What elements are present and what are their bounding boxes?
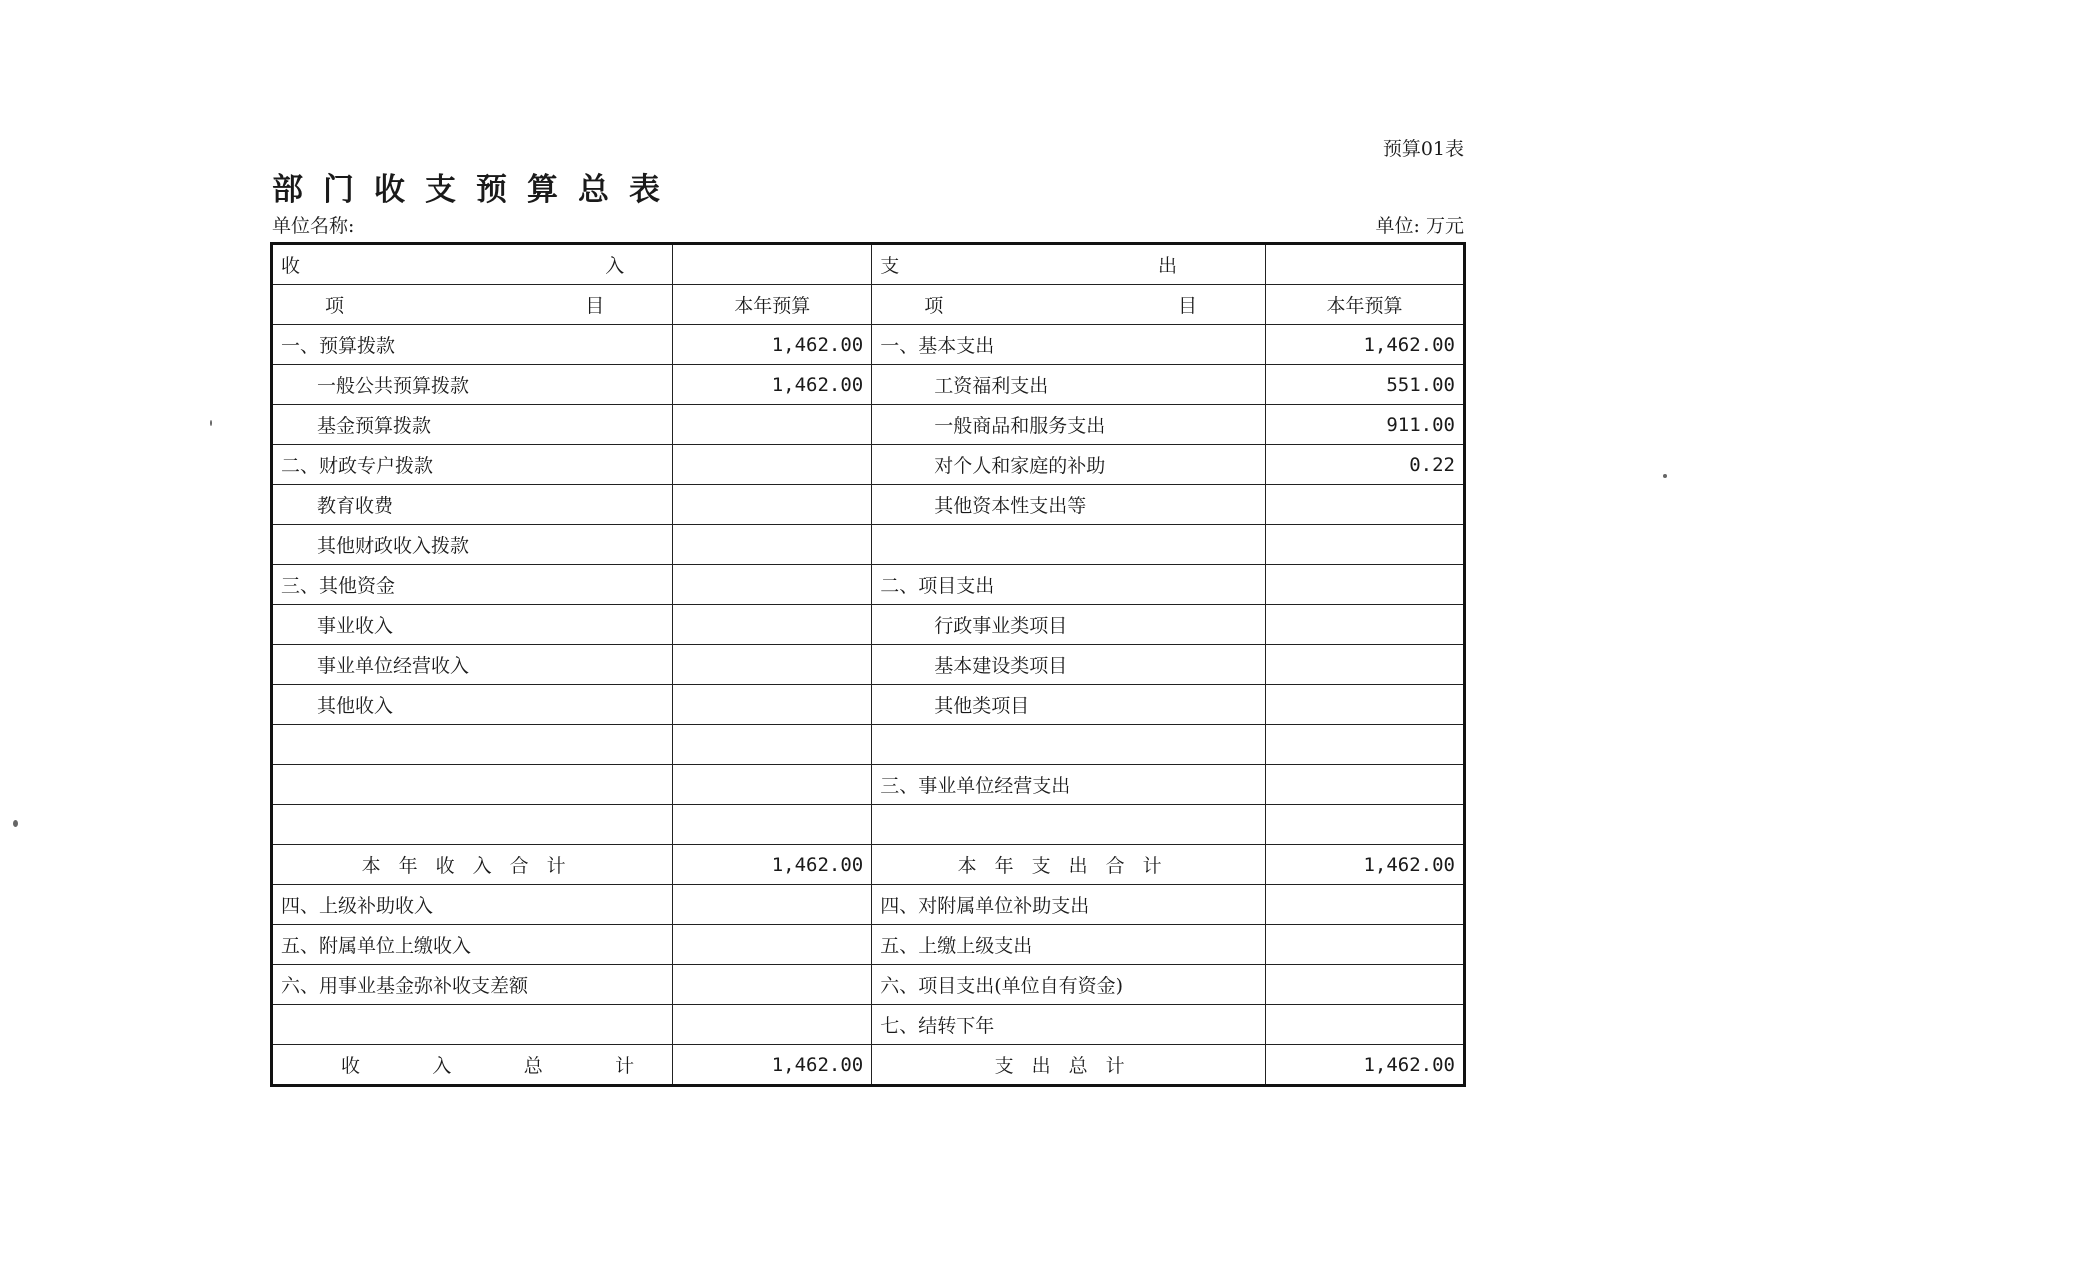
expense-value-cell	[1265, 805, 1464, 845]
income-value-cell	[673, 485, 872, 525]
header-row-section	[272, 244, 1465, 285]
expense-item-cell: 四、对附属单位补助支出	[872, 885, 1266, 925]
income-item-cell: 三、其他资金	[272, 565, 673, 605]
income-value-cell	[673, 445, 872, 485]
expense-subtotal-label: 本年支出合计	[872, 845, 1266, 885]
income-right-char: 入	[605, 255, 625, 277]
income-item-cell: 六、用事业基金弥补收支差额	[272, 965, 673, 1005]
income-item-cell	[272, 805, 673, 845]
expense-item-cell: 其他资本性支出等	[872, 485, 1266, 525]
expense-budget-header: 本年预算	[1265, 285, 1464, 325]
expense-item-cell	[872, 725, 1266, 765]
table-row	[272, 325, 1465, 365]
expense-item-cell: 一、基本支出	[872, 325, 1266, 365]
expense-item-cell	[872, 805, 1266, 845]
expense-value-cell	[1265, 765, 1464, 805]
table-row	[272, 365, 1465, 405]
table-row	[272, 565, 1465, 605]
income-total-char: 总	[523, 1055, 543, 1077]
expense-value-cell	[1265, 1005, 1464, 1045]
table-row	[272, 925, 1465, 965]
expense-value-cell	[1265, 925, 1464, 965]
expense-value-cell: 0.22	[1265, 445, 1464, 485]
expense-subtotal-value: 1,462.00	[1265, 845, 1464, 885]
scan-speck	[210, 420, 212, 426]
expense-item-cell: 其他类项目	[872, 685, 1266, 725]
expense-right-char: 出	[1157, 255, 1177, 277]
income-value-cell	[673, 765, 872, 805]
income-item-cell: 其他收入	[272, 685, 673, 725]
table-row	[272, 445, 1465, 485]
income-item-header	[272, 285, 673, 325]
scan-speck	[13, 820, 18, 827]
expense-item-header	[872, 285, 1266, 325]
income-subtotal-value: 1,462.00	[673, 845, 872, 885]
total-row	[272, 1045, 1465, 1086]
unit-name-label: 单位名称:	[272, 215, 355, 237]
subtotal-row	[272, 845, 1465, 885]
table-row	[272, 805, 1465, 845]
income-total-value: 1,462.00	[673, 1045, 872, 1086]
scan-speck	[1663, 474, 1667, 478]
income-value-cell	[673, 725, 872, 765]
expense-total-label: 支出总计	[872, 1045, 1266, 1086]
expense-value-cell	[1265, 725, 1464, 765]
income-item-cell: 其他财政收入拨款	[272, 525, 673, 565]
income-section-header	[272, 244, 673, 285]
item-char-right: 目	[1177, 295, 1197, 317]
table-row	[272, 685, 1465, 725]
expense-value-cell: 551.00	[1265, 365, 1464, 405]
item-char-right: 目	[585, 295, 605, 317]
income-value-cell	[673, 605, 872, 645]
expense-item-cell: 三、事业单位经营支出	[872, 765, 1266, 805]
table-row	[272, 725, 1465, 765]
table-row	[272, 885, 1465, 925]
expense-value-cell	[1265, 965, 1464, 1005]
header-empty-cell	[1265, 244, 1464, 285]
income-item-cell: 基金预算拨款	[272, 405, 673, 445]
income-item-cell: 二、财政专户拨款	[272, 445, 673, 485]
income-value-cell	[673, 965, 872, 1005]
income-item-cell: 一、预算拨款	[272, 325, 673, 365]
income-value-cell	[673, 885, 872, 925]
income-item-cell	[272, 765, 673, 805]
income-value-cell	[673, 565, 872, 605]
expense-item-cell: 一般商品和服务支出	[872, 405, 1266, 445]
expense-value-cell	[1265, 885, 1464, 925]
table-row	[272, 605, 1465, 645]
budget-table	[270, 242, 1466, 1087]
expense-total-value: 1,462.00	[1265, 1045, 1464, 1086]
form-number: 预算01表	[1382, 138, 1464, 160]
expense-value-cell	[1265, 525, 1464, 565]
expense-value-cell: 1,462.00	[1265, 325, 1464, 365]
table-row	[272, 525, 1465, 565]
income-item-cell: 事业收入	[272, 605, 673, 645]
income-value-cell	[673, 525, 872, 565]
income-value-cell: 1,462.00	[673, 325, 872, 365]
income-item-cell	[272, 725, 673, 765]
table-row	[272, 765, 1465, 805]
expense-value-cell: 911.00	[1265, 405, 1464, 445]
table-row	[272, 485, 1465, 525]
table-row	[272, 645, 1465, 685]
table-row	[272, 405, 1465, 445]
table-row	[272, 965, 1465, 1005]
header-empty-cell	[673, 244, 872, 285]
item-char-left: 项	[325, 295, 345, 317]
expense-item-cell: 基本建设类项目	[872, 645, 1266, 685]
unit-label: 单位: 万元	[1375, 215, 1464, 237]
income-item-cell: 事业单位经营收入	[272, 645, 673, 685]
income-left-char: 收	[281, 255, 301, 277]
income-total-char: 入	[432, 1055, 452, 1077]
expense-item-cell: 六、项目支出(单位自有资金)	[872, 965, 1266, 1005]
page-title: 部门收支预算总表	[272, 172, 680, 208]
expense-item-cell: 行政事业类项目	[872, 605, 1266, 645]
expense-value-cell	[1265, 485, 1464, 525]
income-total-char: 收	[341, 1055, 361, 1077]
income-item-cell: 四、上级补助收入	[272, 885, 673, 925]
income-value-cell: 1,462.00	[673, 365, 872, 405]
income-value-cell	[673, 1005, 872, 1045]
expense-item-cell: 七、结转下年	[872, 1005, 1266, 1045]
expense-item-cell: 工资福利支出	[872, 365, 1266, 405]
expense-item-cell	[872, 525, 1266, 565]
item-char-left: 项	[924, 295, 944, 317]
expense-value-cell	[1265, 565, 1464, 605]
expense-item-cell: 对个人和家庭的补助	[872, 445, 1266, 485]
income-item-cell	[272, 1005, 673, 1045]
income-value-cell	[673, 805, 872, 845]
expense-item-cell: 二、项目支出	[872, 565, 1266, 605]
income-total-char: 计	[615, 1055, 635, 1077]
expense-value-cell	[1265, 645, 1464, 685]
table-row	[272, 1005, 1465, 1045]
income-value-cell	[673, 685, 872, 725]
income-item-cell: 五、附属单位上缴收入	[272, 925, 673, 965]
income-item-cell: 一般公共预算拨款	[272, 365, 673, 405]
income-value-cell	[673, 925, 872, 965]
income-subtotal-label: 本年收入合计	[272, 845, 673, 885]
income-total-label	[272, 1045, 673, 1086]
income-item-cell: 教育收费	[272, 485, 673, 525]
income-value-cell	[673, 405, 872, 445]
income-value-cell	[673, 645, 872, 685]
expense-value-cell	[1265, 605, 1464, 645]
expense-value-cell	[1265, 685, 1464, 725]
income-budget-header: 本年预算	[673, 285, 872, 325]
expense-section-header	[872, 244, 1266, 285]
expense-left-char: 支	[880, 255, 900, 277]
expense-item-cell: 五、上缴上级支出	[872, 925, 1266, 965]
header-row-columns	[272, 285, 1465, 325]
